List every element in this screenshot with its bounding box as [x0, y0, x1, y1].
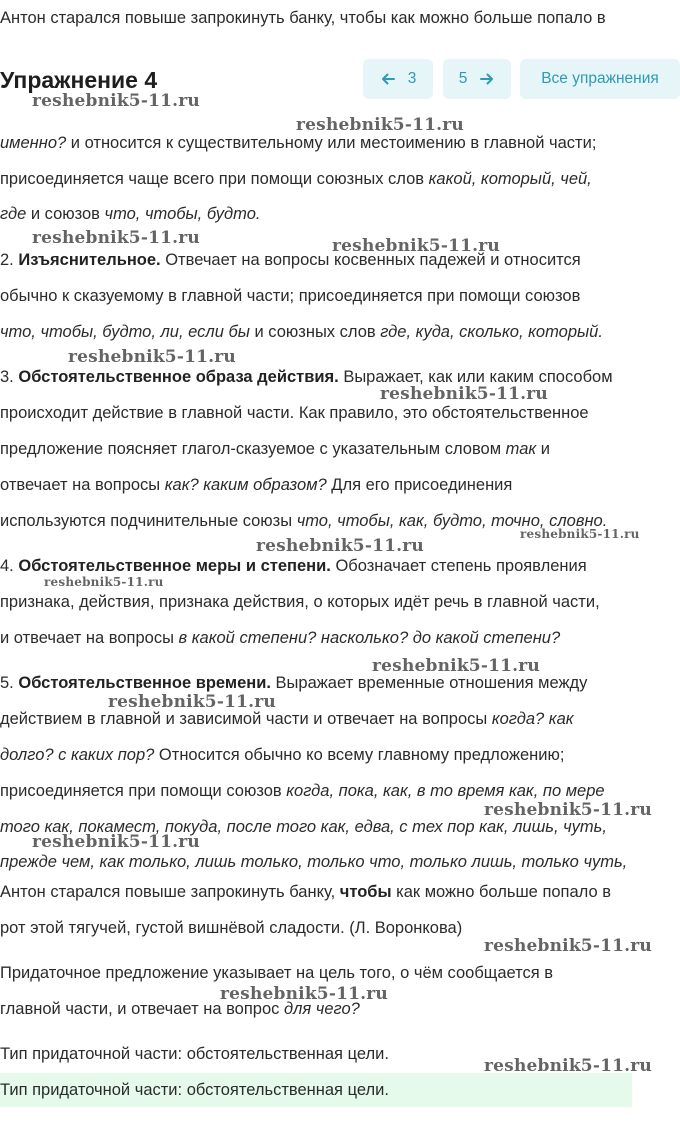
text-line: предложение поясняет глагол-сказуемое с указательным словом так и [0, 440, 550, 458]
watermark: reshebnik5-11.ru [256, 536, 424, 556]
text-line: используются подчинительные союзы что, чтобы, как, будто, точно, словно. [0, 512, 608, 530]
page-title: Упражнение 4 [0, 67, 158, 93]
text-line: происходит действие в главной части. Как правило, это обстоятельственное [0, 404, 589, 422]
text-line: и отвечает на вопросы в какой степени? насколько? до какой степени? [0, 629, 561, 647]
text-line: 2. Изъяснительное. Отвечает на вопросы косвенных падежей и относится [0, 251, 581, 269]
text-line: присоединяется чаще всего при помощи союзных слов какой, который, чей, [0, 170, 592, 188]
watermark: reshebnik5-11.ru [32, 832, 200, 852]
prev-exercise-button[interactable] [363, 59, 433, 99]
all-exercises-button[interactable]: Все упражнения [520, 59, 680, 99]
text-line: обычно к сказуемому в главной части; присоединяется при помощи союзов [0, 287, 581, 305]
arrow-right-icon [479, 71, 495, 87]
watermark: reshebnik5-11.ru [296, 115, 464, 135]
text-line: долго? с каких пор? Относится обычно ко всему главному предложению; [0, 746, 565, 764]
text-line: того как, покамест, покуда, после того как, едва, с тех пор как, лишь, чуть, [0, 818, 607, 836]
prev-exercise-number: 3 [407, 70, 417, 87]
text-line: где и союзов что, чтобы, будто. [0, 205, 261, 223]
text-line: 5. Обстоятельственное времени. Выражает временные отношения между [0, 674, 588, 692]
watermark: reshebnik5-11.ru [44, 575, 164, 589]
next-exercise-button[interactable] [443, 59, 511, 99]
explanation-text: Придаточное предложение указывает на цель того, о чём сообщается в [0, 964, 554, 982]
explanation-text: главной части, и отвечает на вопрос для чего? [0, 1000, 360, 1018]
clause-type-text: Тип придаточной части: обстоятельственная цели. [0, 1045, 389, 1063]
text-line: именно? и относится к существительному или местоимению в главной части; [0, 134, 597, 152]
watermark: reshebnik5-11.ru [484, 800, 652, 820]
watermark: reshebnik5-11.ru [32, 91, 200, 111]
answer-text: Тип придаточной части: обстоятельственная цели. [0, 1081, 389, 1099]
text-line: 4. Обстоятельственное меры и степени. Обозначает степень проявления [0, 557, 587, 575]
text-line: присоединяется при помощи союзов когда, пока, как, в то время как, по мере [0, 782, 605, 800]
watermark: reshebnik5-11.ru [484, 936, 652, 956]
arrow-left-icon [380, 71, 396, 87]
watermark: reshebnik5-11.ru [380, 384, 548, 404]
watermark: reshebnik5-11.ru [484, 1056, 652, 1076]
text-line: признака, действия, признака действия, о которых идёт речь в главной части, [0, 593, 600, 611]
watermark: reshebnik5-11.ru [520, 527, 640, 541]
answer-highlight [0, 1073, 632, 1107]
next-exercise-number: 5 [458, 70, 468, 87]
watermark: reshebnik5-11.ru [68, 347, 236, 367]
watermark: reshebnik5-11.ru [332, 236, 500, 256]
exercise-sentence: Антон старался повыше запрокинуть банку, чтобы как можно больше попало в [0, 883, 612, 901]
text-line: прежде чем, как только, лишь только, только что, только лишь, только чуть, [0, 853, 628, 871]
previous-sentence-fragment: Антон старался повыше запрокинуть банку, чтобы как можно больше попало в [0, 9, 606, 27]
text-line: что, чтобы, будто, ли, если бы и союзных слов где, куда, сколько, который. [0, 323, 603, 341]
watermark: reshebnik5-11.ru [220, 984, 388, 1004]
text-line: 3. Обстоятельственное образа действия. Выражает, как или каким способом [0, 368, 613, 386]
text-line: отвечает на вопросы как? каким образом? Для его присоединения [0, 476, 513, 494]
text-line: действием в главной и зависимой части и отвечает на вопросы когда? как [0, 710, 574, 728]
watermark: reshebnik5-11.ru [32, 228, 200, 248]
exercise-sentence: рот этой тягучей, густой вишнёвой сладости. (Л. Воронкова) [0, 919, 463, 937]
watermark: reshebnik5-11.ru [108, 692, 276, 712]
watermark: reshebnik5-11.ru [372, 656, 540, 676]
